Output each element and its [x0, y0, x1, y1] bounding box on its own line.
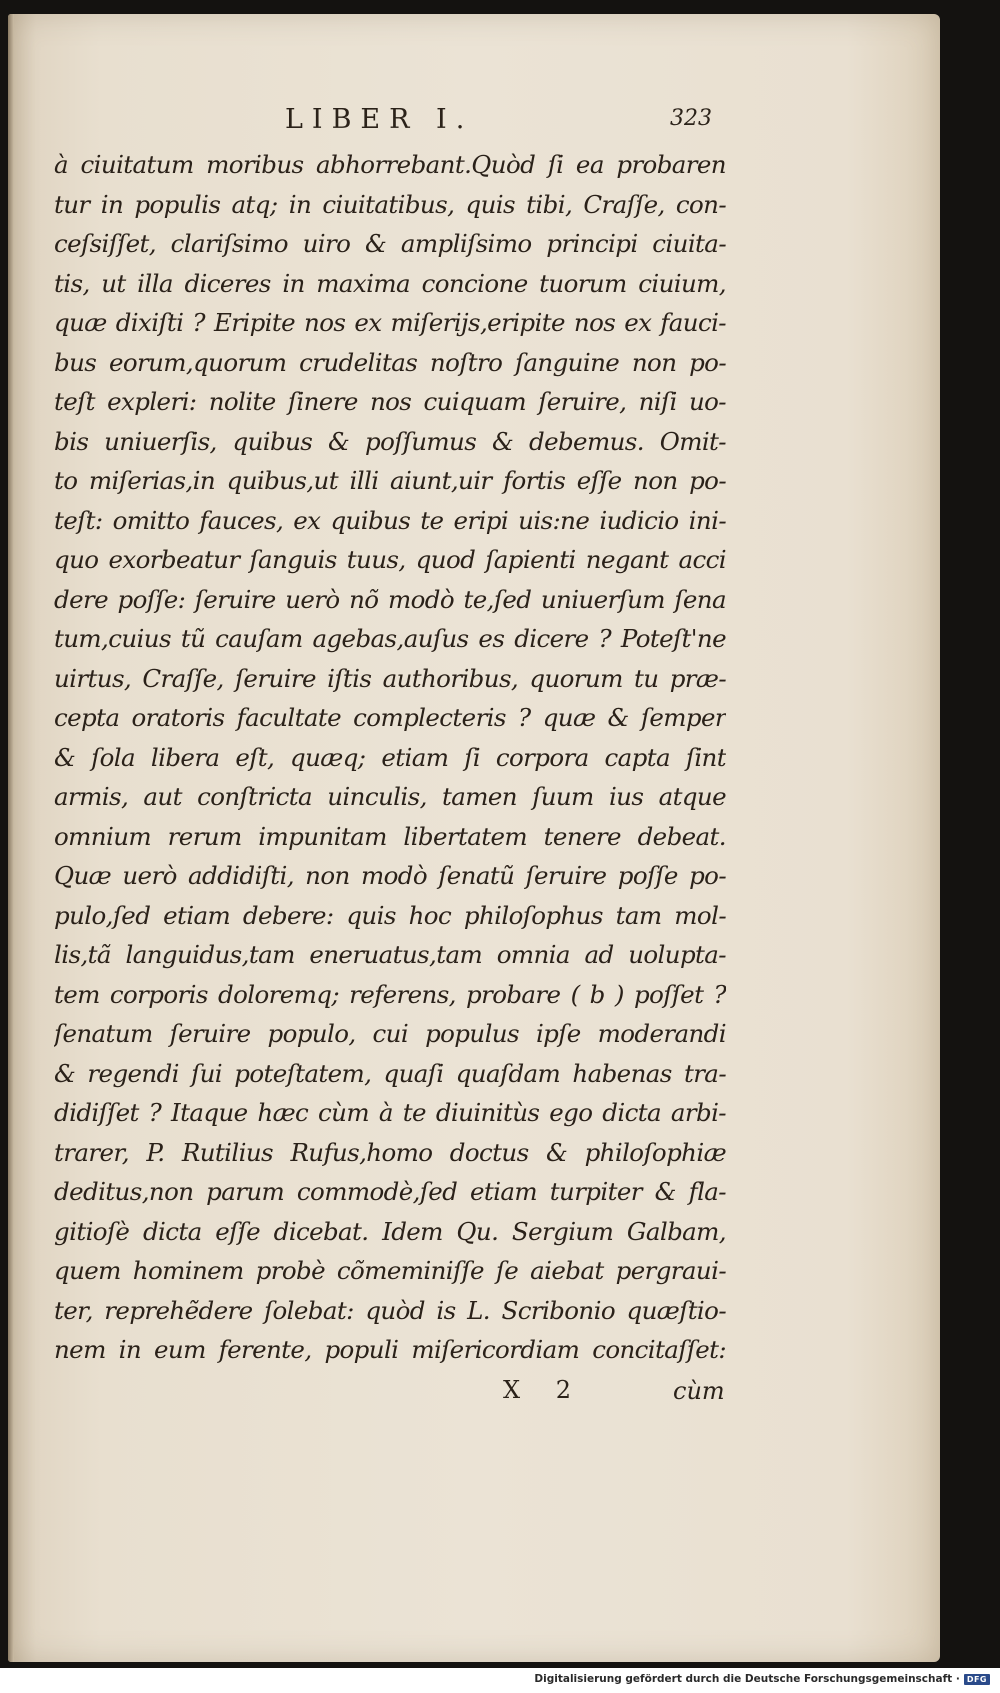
text-line: gitioſè dicta eſſe dicebat. Idem Qu. Sergium Galbam,	[54, 1216, 726, 1246]
page-number: 323	[670, 106, 712, 131]
text-line: & ſola libera eſt, quæq; etiam ſi corpora capta ſint	[54, 742, 726, 772]
text-line: uirtus, Craſſe, ſeruire iſtis authoribus, quorum tu præ-	[54, 663, 726, 693]
text-line: to miſerias,in quibus,ut illi aiunt,uir fortis eſſe non po-	[54, 466, 726, 495]
text-line: omnium rerum impunitam libertatem tenere debeat.	[54, 821, 726, 851]
text-line: deditus,non parum commodè,ſed etiam turpiter & fla-	[54, 1177, 726, 1206]
text-line: dere poſſe: ſeruire uerò nõ modò te,ſed uniuerſum ſena	[54, 584, 726, 614]
text-line: cepta oratoris facultate complecteris ? quæ & ſemper	[54, 703, 726, 732]
text-line: ceſsiſſet, clariſsimo uiro & ampliſsimo principi ciuita-	[54, 229, 726, 258]
catchword: cùm	[673, 1377, 725, 1405]
text-line: & regendi ſui poteſtatem, quaſi quaſdam habenas tra-	[54, 1058, 726, 1088]
text-line: tum,cuius tũ cauſam agebas,auſus es dicere ? Poteſt'ne	[54, 624, 726, 653]
text-line: quem hominem probè cõmeminiſſe ſe aiebat pergraui-	[54, 1256, 726, 1285]
body-text	[54, 145, 726, 1370]
text-line: tis, ut illa diceres in maxima concione tuorum ciuium,	[54, 268, 726, 298]
text-line: quo exorbeatur ſanguis tuus, quod ſapienti negant acci	[54, 545, 726, 574]
text-line: nem in eum ferente, populi miſericordiam concitaſſet:	[54, 1335, 726, 1364]
credit-text: Digitalisierung gefördert durch die Deutsche Forschungsgemeinschaft ·	[534, 1673, 960, 1685]
text-line: tur in populis atq; in ciuitatibus, quis tibi, Craſſe, con-	[54, 189, 726, 219]
page-edge	[8, 14, 14, 1662]
digitization-credit	[534, 1673, 990, 1685]
text-line: ter, reprehẽdere ſolebat: quòd is L. Scribonio quæſtio-	[54, 1295, 726, 1325]
text-line: quæ dixiſti ? Eripite nos ex miſerijs,eripite nos ex fauci-	[54, 308, 726, 337]
text-line: teſt: omitto fauces, ex quibus te eripi uis:ne iudicio ini-	[54, 505, 726, 535]
text-line: bus eorum,quorum crudelitas noſtro ſanguine non po-	[54, 347, 726, 377]
running-head: LIBER I.	[285, 104, 474, 135]
text-line: trarer, P. Rutilius Rufus,homo doctus & philoſophiæ	[54, 1137, 726, 1167]
text-line: pulo,ſed etiam debere: quis hoc philoſophus tam mol-	[54, 900, 726, 930]
text-line: Quæ uerò addidiſti, non modò ſenatũ ſeruire poſſe po-	[54, 861, 726, 890]
text-line: ſenatum ſeruire populo, cui populus ipſe moderandi	[54, 1019, 726, 1048]
text-line: teſt expleri: nolite ſinere nos cuiquam ſeruire, niſi uo-	[54, 387, 726, 416]
text-line: didiſſet ? Itaque hæc cùm à te diuinitùs ego dicta arbi-	[54, 1098, 726, 1127]
signature-mark: X 2	[503, 1376, 585, 1404]
text-line: bis uniuerſis, quibus & poſſumus & debemus. Omit-	[54, 426, 726, 456]
dfg-logo-icon: DFG	[964, 1674, 990, 1685]
text-line: armis, aut conſtricta uinculis, tamen ſuum ius atque	[54, 782, 726, 811]
text-line: tem corporis doloremq; referens, probare ( b ) poſſet ?	[54, 979, 726, 1009]
text-line: lis,tã languidus,tam eneruatus,tam omnia ad uolupta-	[54, 940, 726, 969]
text-line: à ciuitatum moribus abhorrebant.Quòd ſi ea probaren	[54, 150, 726, 179]
